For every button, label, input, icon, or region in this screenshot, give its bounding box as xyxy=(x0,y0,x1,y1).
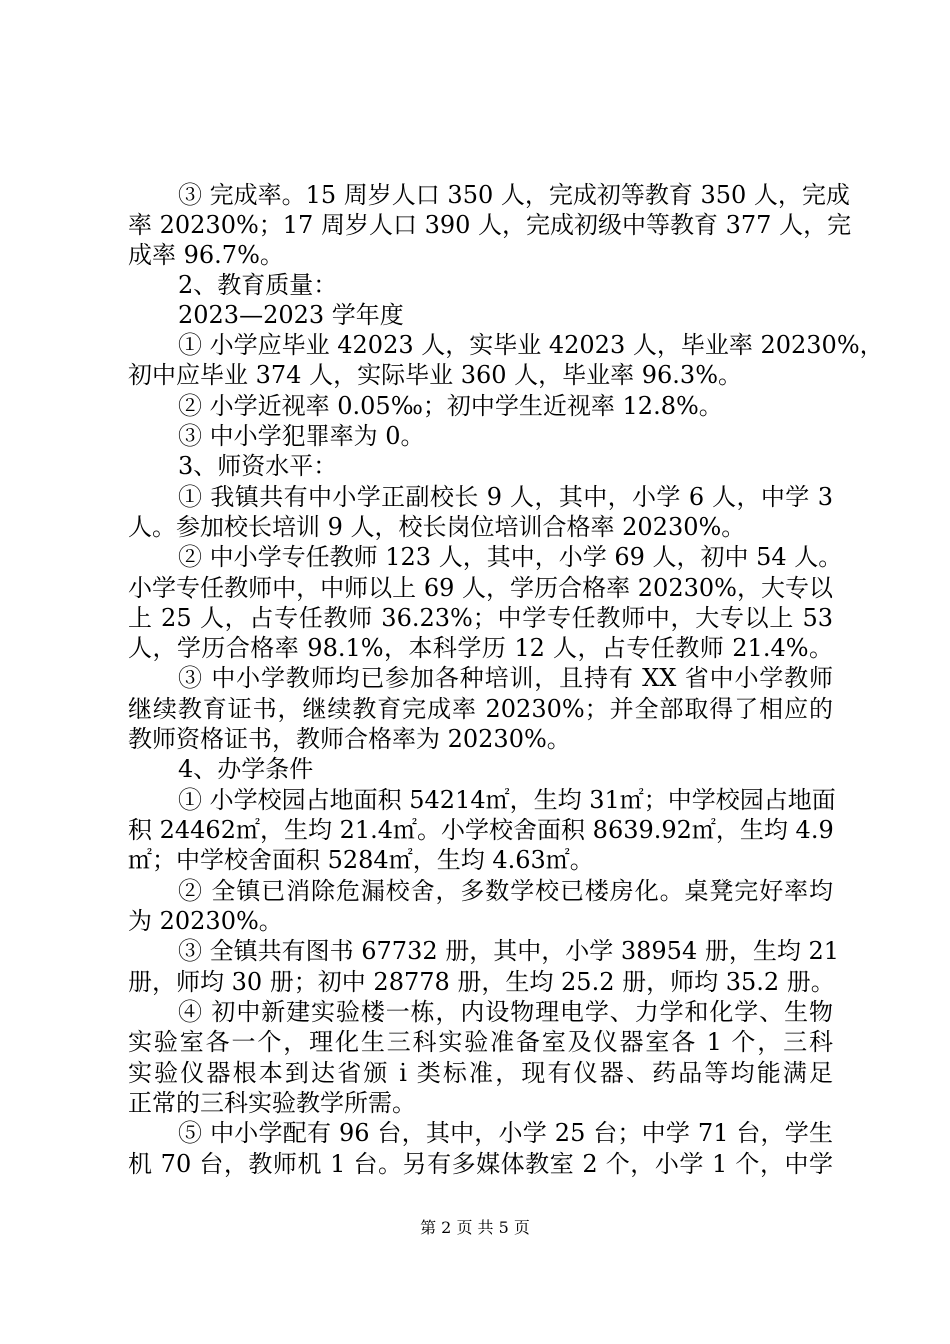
text-line: 实验室各一个，理化生三科实验准备室及仪器室各 1 个，三科 xyxy=(128,1028,833,1056)
section-heading: 3、师资水平： xyxy=(178,452,338,480)
text-line: 机 70 台，教师机 1 台。另有多媒体教室 2 个，小学 1 个，中学 xyxy=(128,1150,833,1178)
text-line: ② 中小学专任教师 123 人，其中，小学 69 人，初中 54 人。 xyxy=(178,543,843,571)
text-line: ㎡；中学校舍面积 5284㎡，生均 4.63㎡。 xyxy=(128,846,594,874)
text-line: 教师资格证书，教师合格率为 20230%。 xyxy=(128,725,571,753)
text-line: 成率 96.7%。 xyxy=(128,241,284,269)
text-line: ① 小学校园占地面积 54214㎡，生均 31㎡；中学校园占地面 xyxy=(178,786,836,814)
text-line: 继续教育证书，继续教育完成率 20230%；并全部取得了相应的 xyxy=(128,695,833,723)
text-line: ③ 完成率。15 周岁人口 350 人，完成初等教育 350 人，完成 xyxy=(178,181,850,209)
text-line: ① 我镇共有中小学正副校长 9 人，其中，小学 6 人，中学 3 xyxy=(178,483,833,511)
text-line: ⑤ 中小学配有 96 台，其中，小学 25 台；中学 71 台，学生 xyxy=(178,1119,833,1147)
text-line: ② 小学近视率 0.05‰；初中学生近视率 12.8%。 xyxy=(178,392,723,420)
text-line: ③ 中小学犯罪率为 0。 xyxy=(178,422,425,450)
section-heading: 4、办学条件 xyxy=(178,755,314,783)
text-line: 正常的三科实验教学所需。 xyxy=(128,1089,416,1117)
text-line: 上 25 人，占专任教师 36.23%；中学专任教师中，大专以上 53 xyxy=(128,604,833,632)
text-line: ① 小学应毕业 42023 人，实毕业 42023 人，毕业率 20230%， xyxy=(178,331,884,359)
section-heading: 2、教育质量： xyxy=(178,271,338,299)
text-line: 册，师均 30 册；初中 28778 册，生均 25.2 册，师均 35.2 册。 xyxy=(128,968,835,996)
text-line: 2023—2023 学年度 xyxy=(178,301,404,329)
text-line: 人，学历合格率 98.1%，本科学历 12 人，占专任教师 21.4%。 xyxy=(128,634,833,662)
text-line: 实验仪器根本到达省颁 i 类标准，现有仪器、药品等均能满足 xyxy=(128,1059,833,1087)
text-line: ③ 中小学教师均已参加各种培训，且持有 XX 省中小学教师 xyxy=(178,664,833,692)
text-line: 积 24462㎡，生均 21.4㎡。小学校舍面积 8639.92㎡，生均 4.9 xyxy=(128,816,834,844)
text-line: ② 全镇已消除危漏校舍，多数学校已楼房化。桌凳完好率均 xyxy=(178,877,833,905)
text-line: 为 20230%。 xyxy=(128,907,283,935)
text-line: ④ 初中新建实验楼一栋，内设物理电学、力学和化学、生物 xyxy=(178,998,833,1026)
page-number-footer: 第 2 页 共 5 页 xyxy=(420,1218,530,1237)
text-line: ③ 全镇共有图书 67732 册，其中，小学 38954 册，生均 21 xyxy=(178,937,840,965)
text-line: 初中应毕业 374 人，实际毕业 360 人，毕业率 96.3%。 xyxy=(128,361,743,389)
text-line: 小学专任教师中，中师以上 69 人，学历合格率 20230%，大专以 xyxy=(128,574,833,602)
text-line: 人。参加校长培训 9 人，校长岗位培训合格率 20230%。 xyxy=(128,513,746,541)
text-line: 率 20230%；17 周岁人口 390 人，完成初级中等教育 377 人，完 xyxy=(128,211,852,239)
